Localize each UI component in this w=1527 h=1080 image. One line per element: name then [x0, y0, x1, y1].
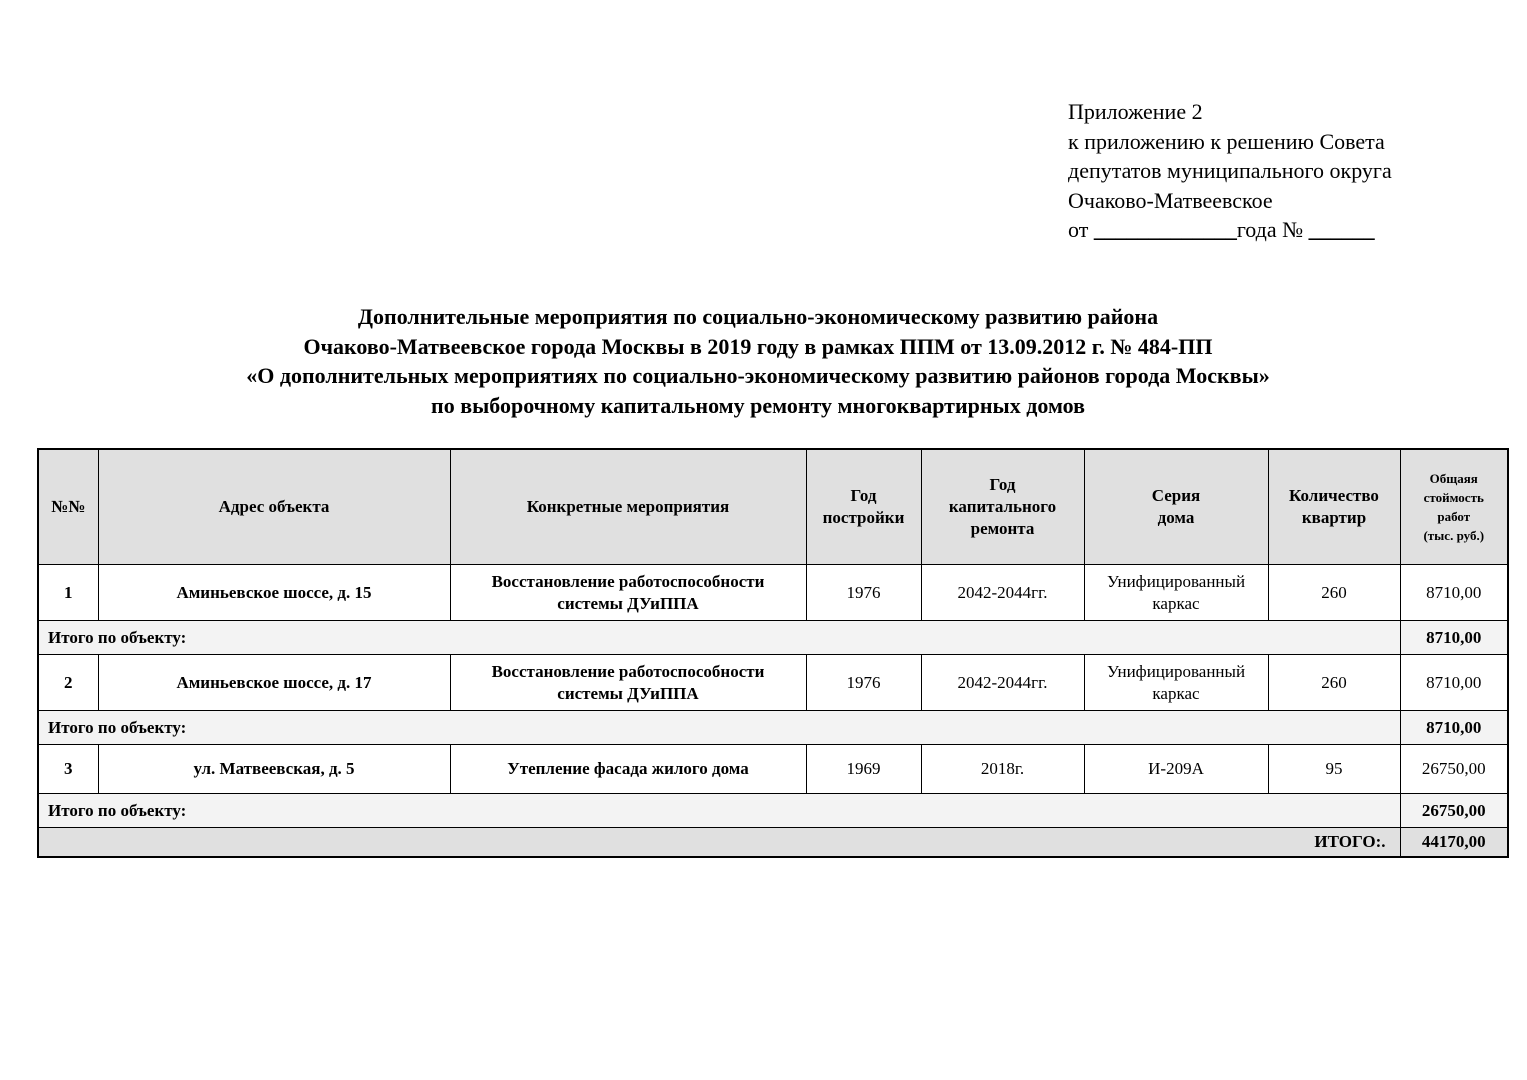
header-series-l2: дома [1157, 508, 1195, 527]
row-flats: 95 [1268, 745, 1400, 794]
row-series [1084, 655, 1268, 711]
header-build-year-l1: Год [850, 486, 877, 505]
row-series-l2: каркас [1152, 683, 1200, 703]
header-cost-l4: (тыс. руб.) [1423, 528, 1485, 543]
row-series-l2: каркас [1152, 593, 1200, 613]
row-num: 2 [38, 655, 98, 711]
subtotal-row [38, 711, 1508, 745]
grand-total-value: 44170,00 [1400, 828, 1508, 858]
row-measure: Утепление фасада жилого дома [450, 745, 806, 794]
row-build-year: 1969 [806, 745, 921, 794]
table-row [38, 745, 1508, 794]
appendix-block [1068, 97, 1392, 245]
title-line-4: по выборочному капитальному ремонту многоквартирных домов [431, 392, 1085, 418]
subtotal-label: Итого по объекту: [38, 621, 1400, 655]
subtotal-label: Итого по объекту: [38, 711, 1400, 745]
row-num: 1 [38, 565, 98, 621]
row-flats: 260 [1268, 565, 1400, 621]
appendix-date-blank: _____________ [1093, 217, 1237, 242]
table-row [38, 655, 1508, 711]
subtotal-row [38, 794, 1508, 828]
row-num: 3 [38, 745, 98, 794]
grand-total-row [38, 828, 1508, 858]
row-build-year: 1976 [806, 565, 921, 621]
subtotal-row [38, 621, 1508, 655]
header-cost-l2: стоймость [1423, 490, 1484, 505]
row-cost: 8710,00 [1400, 655, 1508, 711]
table-header-row [38, 449, 1508, 565]
header-repair-year-l2: капитального [948, 497, 1057, 516]
row-address: Аминьевское шоссе, д. 17 [98, 655, 450, 711]
appendix-number-prefix: года № [1236, 217, 1309, 242]
header-build-year [806, 449, 921, 565]
title-line-3: «О дополнительных мероприятиях по социально-экономическому развитию районов города Москвы» [246, 363, 1270, 388]
row-flats: 260 [1268, 655, 1400, 711]
appendix-line-5 [1068, 215, 1392, 245]
header-repair-year-l3: ремонта [970, 519, 1035, 538]
header-series [1084, 449, 1268, 565]
row-cost: 26750,00 [1400, 745, 1508, 794]
row-measure-l2: системы ДУиППА [557, 683, 699, 703]
appendix-line-3: депутатов муниципального округа [1068, 158, 1392, 183]
subtotal-value: 8710,00 [1400, 621, 1508, 655]
row-repair-year: 2042-2044гг. [921, 655, 1084, 711]
appendix-line-1: Приложение 2 [1068, 99, 1203, 124]
row-measure-l2: системы ДУиППА [557, 593, 699, 613]
row-repair-year: 2018г. [921, 745, 1084, 794]
header-cost-l3: работ [1437, 509, 1471, 524]
header-cost [1400, 449, 1508, 565]
title-line-1: Дополнительные мероприятия по социально-экономическому развитию района [357, 304, 1159, 329]
appendix-line-4: Очаково-Матвеевское [1068, 187, 1273, 213]
header-build-year-l2: постройки [822, 508, 905, 527]
header-address: Адрес объекта [98, 449, 450, 565]
subtotal-label: Итого по объекту: [38, 794, 1400, 828]
document-title [38, 302, 1478, 420]
row-address: ул. Матвеевская, д. 5 [98, 745, 450, 794]
header-flats [1268, 449, 1400, 565]
header-repair-year [921, 449, 1084, 565]
appendix-number-blank: ______ [1308, 217, 1375, 242]
header-measures: Конкретные мероприятия [450, 449, 806, 565]
header-num: №№ [38, 449, 98, 565]
row-measure [450, 565, 806, 621]
row-series [1084, 565, 1268, 621]
row-measure-l1: Восстановление работоспособности [491, 571, 765, 591]
measures-table [37, 448, 1509, 858]
appendix-line-2: к приложению к решению Совета [1068, 128, 1385, 154]
header-flats-l1: Количество [1289, 486, 1379, 505]
subtotal-value: 8710,00 [1400, 711, 1508, 745]
row-address: Аминьевское шоссе, д. 15 [98, 565, 450, 621]
row-cost: 8710,00 [1400, 565, 1508, 621]
row-build-year: 1976 [806, 655, 921, 711]
subtotal-value: 26750,00 [1400, 794, 1508, 828]
row-repair-year: 2042-2044гг. [921, 565, 1084, 621]
header-flats-l2: квартир [1301, 508, 1367, 527]
header-cost-l1: Общаяя [1429, 471, 1478, 486]
row-measure [450, 655, 806, 711]
header-repair-year-l1: Год [989, 475, 1016, 494]
row-series: И-209А [1084, 745, 1268, 794]
appendix-date-prefix: от [1068, 217, 1094, 242]
table-row [38, 565, 1508, 621]
header-series-l1: Серия [1151, 486, 1201, 505]
row-measure-l1: Восстановление работоспособности [491, 661, 765, 681]
grand-total-label: ИТОГО:. [38, 828, 1400, 858]
row-series-l1: Унифицированный [1106, 661, 1246, 681]
title-line-2: Очаково-Матвеевское города Москвы в 2019 году в рамках ППМ от 13.09.2012 г. № 484-ПП [303, 333, 1213, 359]
row-series-l1: Унифицированный [1106, 571, 1246, 591]
